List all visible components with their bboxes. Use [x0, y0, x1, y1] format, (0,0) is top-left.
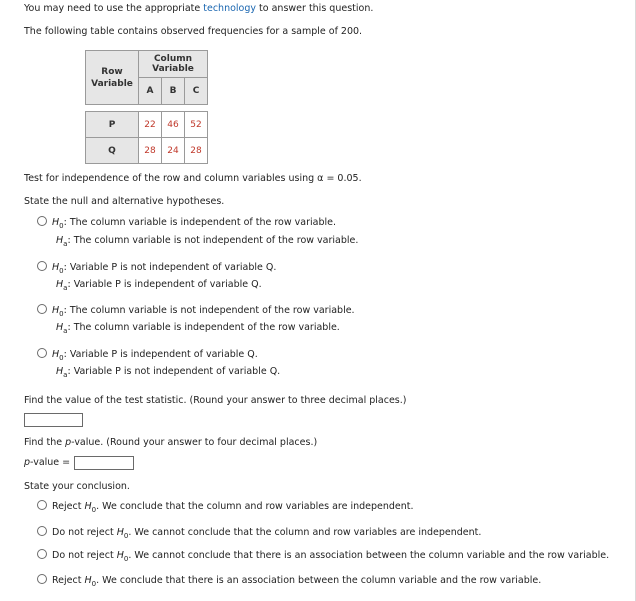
- radio-button[interactable]: [37, 526, 47, 536]
- ha-text: Variable P is independent of variable Q.: [73, 279, 262, 290]
- conclusion-option-2[interactable]: Do not reject $H_0$. We cannot conclude that the column and row variables are independent.: [37, 526, 481, 538]
- frequency-table: [85, 50, 208, 164]
- radio-button[interactable]: [37, 574, 47, 584]
- conclusion-option-4[interactable]: Reject $H_0$. We conclude that there is an association between the column variable and the row variable.: [37, 574, 541, 586]
- h0-text: Variable P is not independent of variable Q.: [69, 262, 277, 273]
- cell-p-b: 46: [162, 112, 185, 138]
- h0-text: The column variable is independent of the row variable.: [69, 217, 336, 228]
- hypothesis-option-1[interactable]: $H_0$: The column variable is independent of the row variable.: [37, 216, 336, 228]
- ha-text: The column variable is independent of the row variable.: [73, 322, 340, 333]
- hypotheses-prompt: State the null and alternative hypotheses.: [24, 196, 225, 207]
- cell-q-b: 24: [162, 138, 185, 164]
- row-label-p: P: [86, 112, 139, 138]
- hypothesis-option-3[interactable]: $H_0$: The column variable is not independent of the row variable.: [37, 304, 355, 316]
- intro-line-1: [24, 3, 373, 14]
- cell-p-c: 52: [185, 112, 208, 138]
- column-variable-header: Column Variable: [139, 51, 208, 78]
- radio-button[interactable]: [37, 348, 47, 358]
- cell-q-a: 28: [139, 138, 162, 164]
- table-spacer: [86, 105, 208, 112]
- test-prompt: Test for independence of the row and column variables using α = 0.05.: [24, 173, 362, 184]
- radio-button[interactable]: [37, 261, 47, 271]
- hypothesis-option-1-ha: $H_a$: The column variable is not independent of the row variable.: [56, 235, 359, 248]
- conclusion-option-3[interactable]: Do not reject $H_0$. We cannot conclude that there is an association between the column variable and the row variable.: [37, 549, 609, 561]
- column-header-a: A: [139, 78, 162, 105]
- h0-text: Variable P is independent of variable Q.: [69, 349, 258, 360]
- row-label-q: Q: [86, 138, 139, 164]
- column-header-c: C: [185, 78, 208, 105]
- test-statistic-prompt: Find the value of the test statistic. (Round your answer to three decimal places.): [24, 395, 407, 406]
- ha-text: Variable P is not independent of variable Q.: [73, 366, 281, 377]
- intro-text: to answer this question.: [256, 3, 374, 14]
- technology-link[interactable]: technology: [203, 3, 257, 14]
- hypothesis-option-3-ha: $H_a$: The column variable is independent of the row variable.: [56, 322, 340, 335]
- cell-p-a: 22: [139, 112, 162, 138]
- hypothesis-option-4[interactable]: $H_0$: Variable P is independent of variable Q.: [37, 348, 258, 360]
- cell-q-c: 28: [185, 138, 208, 164]
- pvalue-prompt: Find the p-value. (Round your answer to four decimal places.): [24, 437, 318, 448]
- column-header-b: B: [162, 78, 185, 105]
- conclusion-option-1[interactable]: Reject $H_0$. We conclude that the column and row variables are independent.: [37, 500, 414, 512]
- ha-text: The column variable is not independent of the row variable.: [73, 235, 359, 246]
- radio-button[interactable]: [37, 549, 47, 559]
- pvalue-input[interactable]: [74, 456, 134, 470]
- radio-button[interactable]: [37, 216, 47, 226]
- conclusion-prompt: State your conclusion.: [24, 481, 130, 492]
- row-variable-header: Row Variable: [86, 51, 139, 105]
- intro-line-2: The following table contains observed frequencies for a sample of 200.: [24, 26, 363, 37]
- test-statistic-input[interactable]: [24, 413, 83, 427]
- pvalue-label: p-value =: [24, 457, 71, 468]
- radio-button[interactable]: [37, 304, 47, 314]
- hypothesis-option-2[interactable]: $H_0$: Variable P is not independent of variable Q.: [37, 261, 276, 273]
- hypothesis-option-2-ha: $H_a$: Variable P is independent of variable Q.: [56, 279, 262, 292]
- intro-text: You may need to use the appropriate: [24, 3, 204, 14]
- radio-button[interactable]: [37, 500, 47, 510]
- hypothesis-option-4-ha: $H_a$: Variable P is not independent of variable Q.: [56, 366, 281, 379]
- h0-text: The column variable is not independent of the row variable.: [69, 305, 355, 316]
